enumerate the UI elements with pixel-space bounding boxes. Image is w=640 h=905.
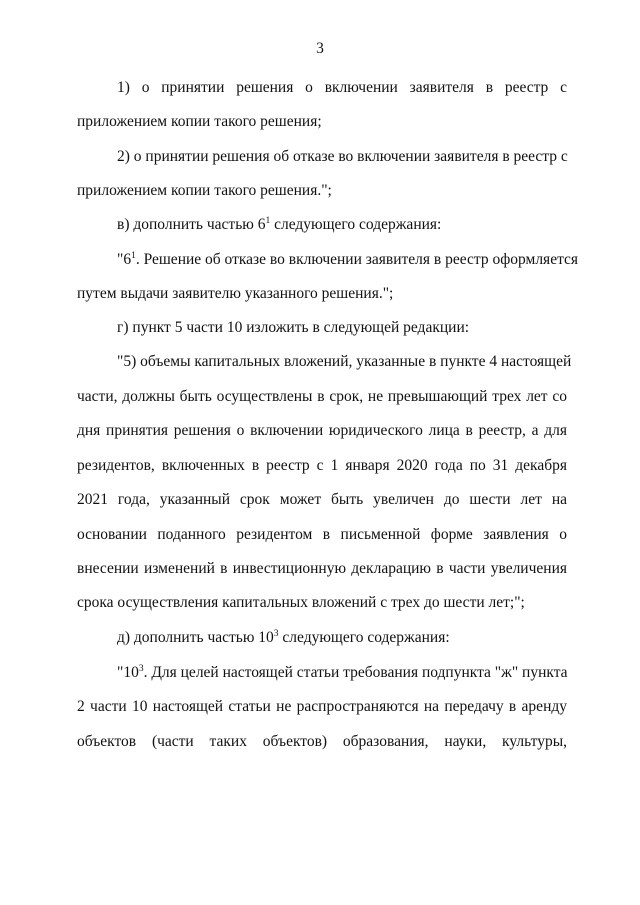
- text-fragment: д) дополнить частью 10: [117, 629, 274, 646]
- text-line: дня принятия решения о включении юридического лица в реестр, а для: [77, 422, 567, 439]
- text-line: г) пункт 5 части 10 изложить в следующей редакции:: [117, 319, 470, 336]
- text-line: основании поданного резидентом в письменной форме заявления о: [77, 526, 567, 543]
- text-line: приложением копии такого решения;: [77, 113, 322, 130]
- text-line: 2021 года, указанный срок может быть увеличен до шести лет на: [77, 491, 567, 508]
- text-line: 2) о принятии решения об отказе во включении заявителя в реестр с: [117, 148, 568, 165]
- text-fragment: в) дополнить частью 6: [117, 216, 266, 233]
- text-fragment: "10: [117, 664, 139, 681]
- text-line: 1) о принятии решения о включении заявителя в реестр с: [117, 79, 567, 96]
- text-fragment: следующего содержания:: [270, 216, 442, 233]
- page-number: 3: [316, 40, 324, 57]
- superscript: 1: [265, 216, 271, 226]
- text-fragment: . Решение об отказе во включении заявителя в реестр оформляется: [135, 251, 579, 268]
- text-line: путем выдачи заявителю указанного решения.";: [77, 285, 394, 302]
- text-line: [117, 249, 579, 271]
- text-fragment: . Для целей настоящей статьи требования подпункта "ж" пункта: [143, 664, 568, 681]
- text-fragment: следующего содержания:: [278, 629, 450, 646]
- text-line: [117, 627, 450, 649]
- text-line: части, должны быть осуществлены в срок, не превышающий трех лет со: [77, 388, 567, 405]
- text-fragment: "6: [117, 251, 132, 268]
- text-line: объектов (части таких объектов) образования, науки, культуры,: [77, 733, 567, 750]
- text-line: [117, 662, 567, 684]
- text-line: 2 части 10 настоящей статьи не распространяются на передачу в аренду: [77, 698, 567, 715]
- text-line: внесении изменений в инвестиционную декларацию в части увеличения: [77, 560, 567, 577]
- text-line: резидентов, включенных в реестр с 1 января 2020 года по 31 декабря: [77, 457, 567, 474]
- text-line: "5) объемы капитальных вложений, указанные в пункте 4 настоящей: [117, 353, 572, 370]
- text-line: [117, 214, 441, 236]
- superscript: 1: [131, 251, 136, 261]
- superscript: 3: [273, 629, 279, 639]
- text-line: приложением копии такого решения.";: [77, 182, 332, 199]
- superscript: 3: [138, 664, 144, 674]
- text-line: срока осуществления капитальных вложений с трех до шести лет;";: [77, 594, 525, 611]
